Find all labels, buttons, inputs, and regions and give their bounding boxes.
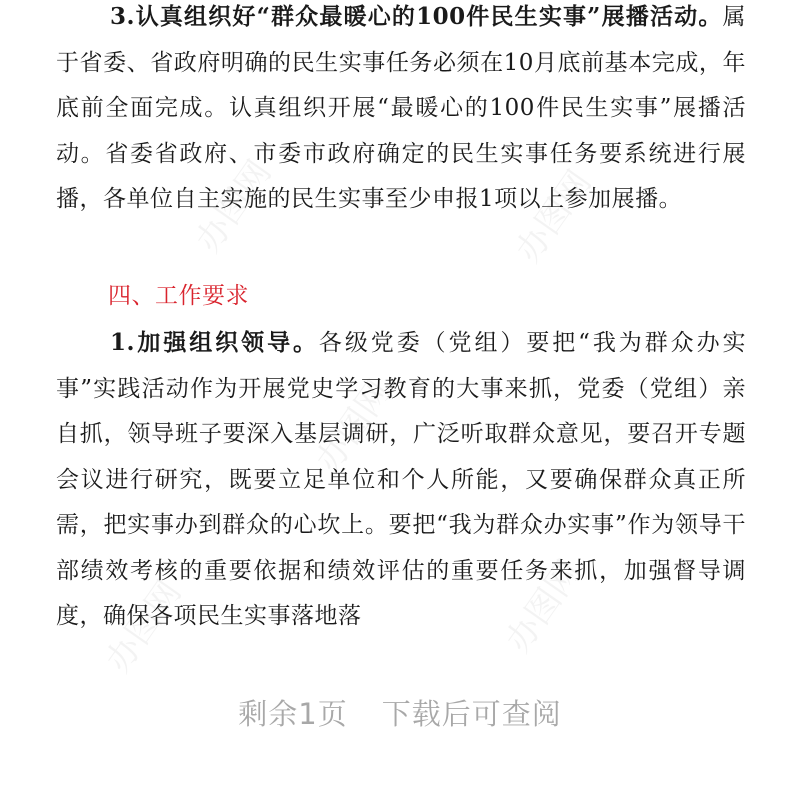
paragraph-item-1	[56, 320, 746, 640]
download-prompt[interactable]	[0, 692, 800, 733]
watermark: 办图网	[188, 153, 280, 260]
section-heading: 四、工作要求	[108, 283, 249, 309]
watermark: 办图网	[508, 163, 600, 270]
remaining-pages-label: 剩余1页	[238, 697, 348, 731]
paragraph-body: 属于省委、省政府明确的民生实事任务必须在10月底前基本完成，年底前全面完成。认真组织开展“最暖心的100件民生实事”展播活动。省委省政府、市委市政府确定的民生实事任务要系统进行展播，各单位自主实施的民生实事至少申报1项以上参加展播。	[56, 4, 746, 212]
watermark: 办图网	[308, 373, 400, 480]
paragraph-lead: 3.认真组织好“群众最暖心的100件民生实事”展播活动。	[110, 3, 723, 30]
paragraph-body: 各级党委（党组）要把“我为群众办实事”实践活动作为开展党史学习教育的大事来抓，党委（党组）亲自抓，领导班子要深入基层调研，广泛听取群众意见，要召开专题会议进行研究，既要立足单位和个人所能，又要确保群众真正所需，把实事办到群众的心坎上。要把“我为群众办实事”作为领导干部绩效考核的重要依据和绩效评估的重要任务来抓，加强督导调度，确保各项民生实事落地落	[56, 330, 746, 629]
watermark: 办图网	[498, 553, 590, 660]
paragraph-lead: 1.加强组织领导。	[110, 329, 319, 356]
section-heading-container	[56, 274, 746, 320]
paragraph-item-3	[56, 0, 746, 223]
watermark: 办图网	[98, 573, 190, 680]
download-to-view-label: 下载后可查阅	[381, 697, 562, 731]
